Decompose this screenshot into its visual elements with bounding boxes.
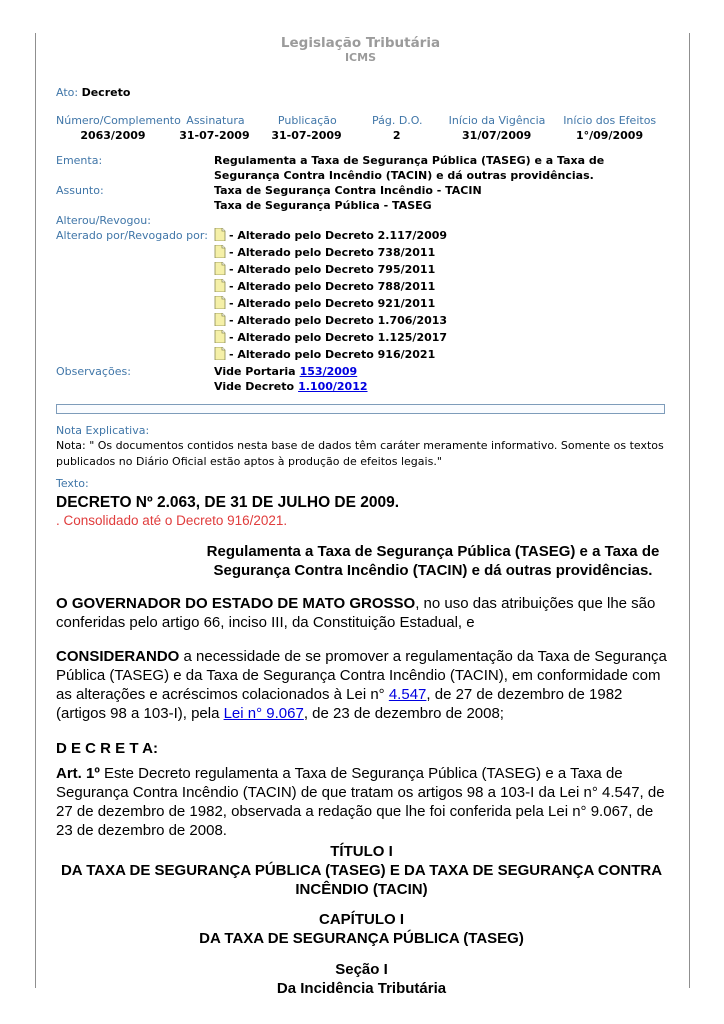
col-value-numero: 2063/2009 <box>80 129 146 142</box>
considerando-text: , de 23 de dezembro de 2008; <box>303 705 504 722</box>
alterou-label: Alterou/Revogou: <box>56 214 151 227</box>
lei-4547-link[interactable]: 4.547 <box>388 686 427 703</box>
secao-name: Da Incidência Tributária <box>276 980 447 997</box>
nota-section <box>56 423 665 469</box>
decreta-line: D E C R E T A: <box>56 740 158 757</box>
empty-label <box>56 245 214 262</box>
alterado-row <box>56 296 665 313</box>
considerando-text: a necessidade de se promover a regulamentação da Taxa de Segurança Pública (TASEG) e da Taxa de Segurança Contra Incêndio (TACIN), em conformidade com as alterações e acréscimos colacionados à Lei n° <box>56 648 667 703</box>
col-header-pag-do: Pág. D.O. <box>371 114 423 127</box>
assunto-row <box>56 183 665 213</box>
ementa-label: Ementa: <box>56 154 103 167</box>
secao-heading <box>56 960 667 998</box>
alterado-row <box>56 347 665 364</box>
empty-label <box>56 347 214 364</box>
list-item <box>214 296 665 313</box>
col-value-assinatura: 31-07-2009 <box>179 129 250 142</box>
ato-label: Ato: <box>56 86 79 99</box>
nota-text: Nota: " Os documentos contidos nesta base de dados têm caráter meramente informativo. Somente os textos publicados no Diário Oficial estão aptos à produção de efeitos legais." <box>56 439 664 468</box>
alterado-item-text: - Alterado pelo Decreto 1.706/2013 <box>229 314 448 327</box>
assunto-line: Taxa de Segurança Pública - TASEG <box>214 199 432 212</box>
section-divider <box>56 404 665 414</box>
alterado-item-text: - Alterado pelo Decreto 738/2011 <box>229 246 436 259</box>
col-header-inicio-efeitos: Início dos Efeitos <box>563 114 657 127</box>
titulo-number: TÍTULO I <box>330 843 393 860</box>
list-item <box>214 279 665 296</box>
capitulo-number: CAPÍTULO I <box>319 911 404 928</box>
meta-table <box>56 113 665 143</box>
nota-explicativa-label: Nota Explicativa: <box>56 424 150 437</box>
empty-label <box>56 296 214 313</box>
alterado-item-text: - Alterado pelo Decreto 921/2011 <box>229 297 436 310</box>
document-icon[interactable] <box>214 279 226 296</box>
col-value-inicio-efeitos: 1°/09/2009 <box>575 129 644 142</box>
meta-fields <box>56 153 665 394</box>
alterou-row <box>56 213 665 228</box>
decree-ementa: Regulamenta a Taxa de Segurança Pública (TASEG) e a Taxa de Segurança Contra Incêndio (TACIN) e dá outras providências. <box>206 543 660 579</box>
alterado-row <box>56 245 665 262</box>
empty-label <box>56 313 214 330</box>
vide-line <box>214 379 665 394</box>
col-header-numero: Número/Complemento <box>56 114 181 127</box>
document-icon[interactable] <box>214 262 226 279</box>
list-item <box>214 330 665 347</box>
art1-paragraph <box>56 764 667 840</box>
meta-table-header-row <box>56 113 665 128</box>
ementa-row <box>56 153 665 183</box>
secao-number: Seção I <box>335 961 388 978</box>
document-icon[interactable] <box>214 245 226 262</box>
consolidado-note: . Consolidado até o Decreto 916/2021. <box>56 513 288 528</box>
alterado-item-text: - Alterado pelo Decreto 1.125/2017 <box>229 331 448 344</box>
empty-label <box>56 262 214 279</box>
document-icon[interactable] <box>214 330 226 347</box>
alterado-row <box>56 228 665 245</box>
alterado-item-text: - Alterado pelo Decreto 788/2011 <box>229 280 436 293</box>
document-icon[interactable] <box>214 313 226 330</box>
list-item <box>214 262 665 279</box>
ato-row <box>56 85 665 100</box>
col-header-assinatura: Assinatura <box>186 114 245 127</box>
list-item <box>214 228 665 245</box>
vide-line <box>214 364 665 379</box>
empty-label <box>56 330 214 347</box>
lei-9067-link[interactable]: Lei n° 9.067 <box>223 705 304 722</box>
empty-label <box>56 379 214 394</box>
alterado-item-text: - Alterado pelo Decreto 2.117/2009 <box>229 229 448 242</box>
col-value-pag-do: 2 <box>392 129 401 142</box>
alterado-row <box>56 279 665 296</box>
col-header-publicacao: Publicação <box>277 114 337 127</box>
considerando-paragraph <box>56 647 667 723</box>
list-item <box>214 347 665 364</box>
col-value-inicio-vigencia: 31/07/2009 <box>462 129 532 142</box>
document-icon[interactable] <box>214 228 226 245</box>
titulo-name: DA TAXA DE SEGURANÇA PÚBLICA (TASEG) E DA TAXA DE SEGURANÇA CONTRA INCÊNDIO (TACIN) <box>60 862 663 898</box>
decree-body <box>56 493 667 998</box>
ementa-value: Regulamenta a Taxa de Segurança Pública (TASEG) e a Taxa de Segurança Contra Incêndio (TACIN) e dá outras providências. <box>214 154 605 182</box>
document-icon[interactable] <box>214 296 226 313</box>
capitulo-name: DA TAXA DE SEGURANÇA PÚBLICA (TASEG) <box>199 930 524 947</box>
governador-paragraph <box>56 594 667 632</box>
alterado-row <box>56 330 665 347</box>
document-icon[interactable] <box>214 347 226 364</box>
alterado-label: Alterado por/Revogado por: <box>56 229 208 242</box>
ato-value: Decreto <box>81 86 131 99</box>
empty-label <box>56 279 214 296</box>
content-frame <box>35 33 690 997</box>
considerando-bold: CONSIDERANDO <box>56 648 180 665</box>
page-subtitle: ICMS <box>344 51 377 64</box>
list-item <box>214 245 665 262</box>
col-header-inicio-vigencia: Início da Vigência <box>448 114 546 127</box>
col-value-publicacao: 31-07-2009 <box>271 129 342 142</box>
observacoes-row <box>56 364 665 379</box>
art1-bold: Art. 1º <box>56 765 100 782</box>
alterado-row <box>56 313 665 330</box>
page-title: Legislação Tributária <box>280 35 441 51</box>
alterou-value-empty <box>214 213 665 228</box>
vide-portaria-link[interactable]: 153/2009 <box>299 365 358 378</box>
assunto-line: Taxa de Segurança Contra Incêndio - TACIN <box>214 184 482 197</box>
meta-table-value-row <box>56 128 665 143</box>
alterado-row <box>56 262 665 279</box>
considerando-text: , de 27 de dezembro de 1982 (artigos 98 a 103-I), pela <box>56 686 623 722</box>
observacoes-row <box>56 379 665 394</box>
observacoes-label: Observações: <box>56 365 131 378</box>
capitulo-heading <box>56 910 667 948</box>
vide-decreto-link[interactable]: 1.100/2012 <box>298 380 368 393</box>
vide-text: Vide Portaria <box>214 365 296 378</box>
governador-bold: O GOVERNADOR DO ESTADO DE MATO GROSSO <box>56 595 416 612</box>
governador-text: , no uso das atribuições que lhe são conferidas pelo artigo 66, inciso III, da Constituição Estadual, e <box>56 595 656 631</box>
vide-text: Vide Decreto <box>214 380 295 393</box>
alterado-item-text: - Alterado pelo Decreto 916/2021 <box>229 348 436 361</box>
titulo-heading <box>56 842 667 899</box>
alterado-item-text: - Alterado pelo Decreto 795/2011 <box>229 263 436 276</box>
assunto-values <box>214 183 665 213</box>
assunto-label: Assunto: <box>56 184 104 197</box>
list-item <box>214 313 665 330</box>
decree-heading: DECRETO Nº 2.063, DE 31 DE JULHO DE 2009. <box>56 494 400 511</box>
art1-text: Este Decreto regulamenta a Taxa de Segurança Pública (TASEG) e a Taxa de Segurança Contra Incêndio (TACIN) de que tratam os artigos 98 a 103-I da Lei n° 4.547, de 27 de dezembro de 1982, observada a redação que lhe foi conferida pela Lei n° 9.067, de 23 de dezembro de 2008. <box>56 765 665 839</box>
texto-label: Texto: <box>56 477 89 490</box>
